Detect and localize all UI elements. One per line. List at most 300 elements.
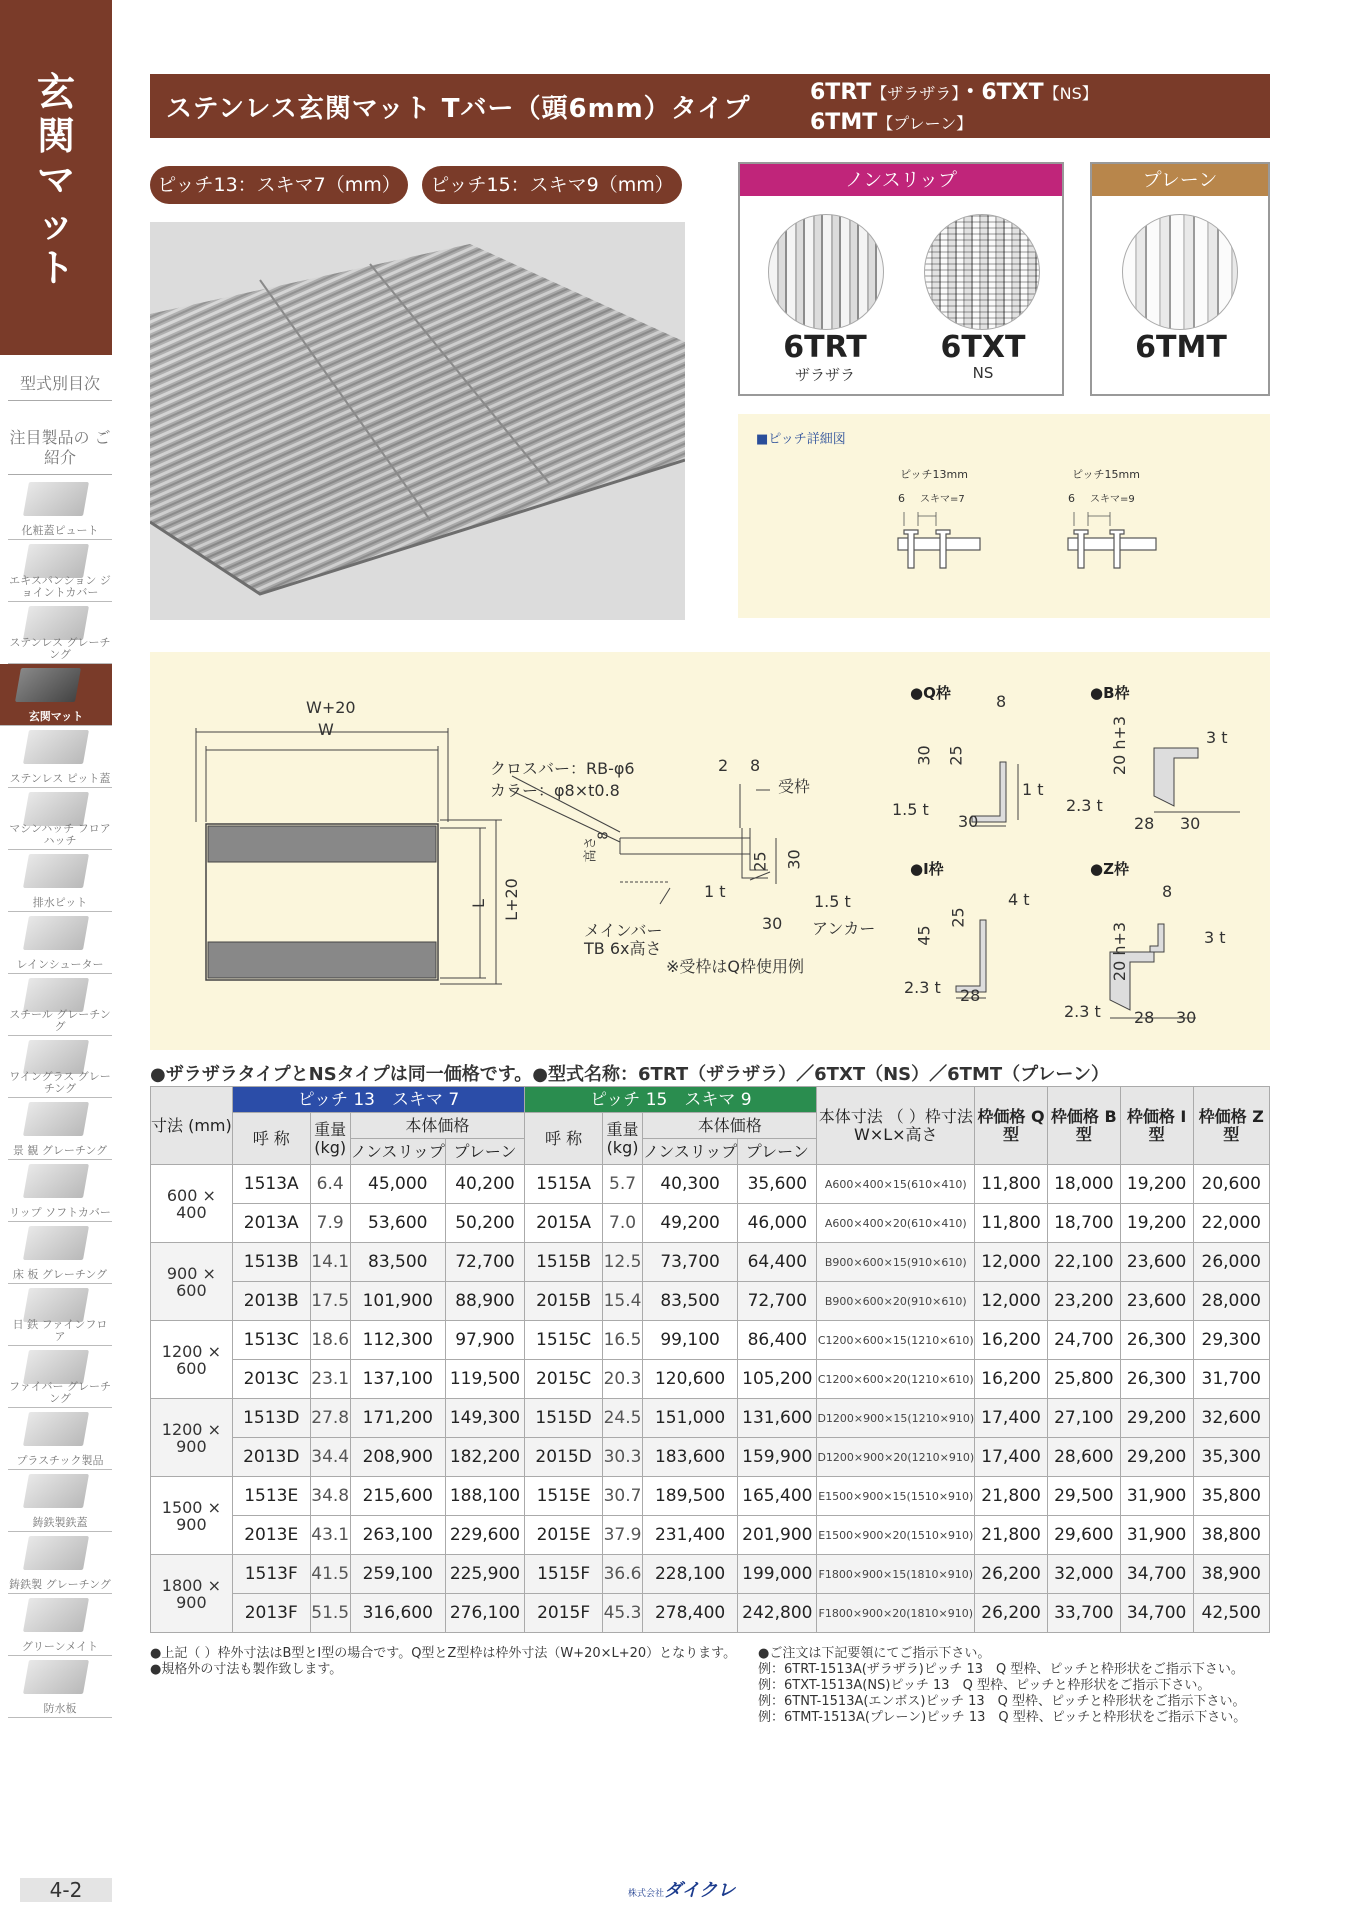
cell-name-13: 1513F xyxy=(232,1555,310,1594)
cell-frame-i: 19,200 xyxy=(1120,1165,1193,1204)
cell-frame-q: 26,200 xyxy=(975,1555,1048,1594)
title-band xyxy=(150,74,1270,138)
cell-nonslip-13: 259,100 xyxy=(350,1555,445,1594)
dim-h25: 25 xyxy=(750,851,770,872)
note-right-5: 例：6TMT-1513A(プレーン)ピッチ 13 Q 型枠、ピッチと枠形状をご指示下さい。 xyxy=(758,1710,1247,1725)
cell-name-15: 1515F xyxy=(525,1555,603,1594)
sidebar-item[interactable] xyxy=(8,788,112,850)
cell-frame-b: 18,700 xyxy=(1047,1204,1120,1243)
cell-nonslip-15: 120,600 xyxy=(642,1360,737,1399)
th-frame-z: 枠価格 Z型 xyxy=(1193,1087,1269,1165)
cell-weight-13: 41.5 xyxy=(310,1555,350,1594)
note-left-1: ●上記（ ）枠外寸法はB型とI型の場合です。Q型とZ型枠は枠外寸法（W+20×L+20）となります。 xyxy=(150,1646,737,1661)
cell-frame-q: 16,200 xyxy=(975,1321,1048,1360)
cell-body-dim: E1500×900×15(1510×910) xyxy=(817,1477,975,1516)
sidebar-link-featured[interactable]: 注目製品の ご紹介 xyxy=(8,428,112,475)
cell-nonslip-15: 183,600 xyxy=(642,1438,737,1477)
cell-name-13: 2013E xyxy=(232,1516,310,1555)
cell-nonslip-13: 45,000 xyxy=(350,1165,445,1204)
sidebar-item-thumbnail-icon xyxy=(23,978,89,1012)
sidebar-item-label: スチール グレーチング xyxy=(9,1008,111,1033)
cell-nonslip-13: 101,900 xyxy=(350,1282,445,1321)
cell-weight-15: 15.4 xyxy=(603,1282,643,1321)
pitch-detail-panel xyxy=(738,414,1270,618)
th-nonslip-13: ノンスリップ xyxy=(350,1139,445,1165)
i-dim-4t: 4 t xyxy=(1008,890,1030,909)
sidebar-item-thumbnail-icon xyxy=(23,482,89,516)
dim-h30: 30 xyxy=(784,849,804,870)
cell-body-dim: E1500×900×20(1510×910) xyxy=(817,1516,975,1555)
cell-nonslip-15: 278,400 xyxy=(642,1594,737,1633)
cell-nonslip-13: 112,300 xyxy=(350,1321,445,1360)
sidebar-item-label: リップ ソフトカバー xyxy=(9,1206,111,1219)
cell-frame-i: 34,700 xyxy=(1120,1555,1193,1594)
variant-code-6txt: 6TXT xyxy=(940,330,1026,365)
note-right-1: ●ご注文は下記要領にてご指示下さい。 xyxy=(758,1646,991,1661)
plain-header: プレーン xyxy=(1092,164,1268,196)
z-dim-23t: 2.3 t xyxy=(1064,1002,1101,1021)
cell-frame-q: 21,800 xyxy=(975,1516,1048,1555)
cell-plain-15: 131,600 xyxy=(738,1399,817,1438)
cell-weight-13: 34.8 xyxy=(310,1477,350,1516)
sidebar-item-label: 鋳鉄製 グレーチング xyxy=(9,1578,111,1591)
cell-name-15: 1515D xyxy=(525,1399,603,1438)
i-dim-45: 45 xyxy=(914,925,934,946)
cell-nonslip-13: 263,100 xyxy=(350,1516,445,1555)
q-dim-30: 30 xyxy=(914,745,934,766)
i-dim-28: 28 xyxy=(960,986,981,1005)
cell-plain-13: 149,300 xyxy=(445,1399,524,1438)
cell-frame-b: 24,700 xyxy=(1047,1321,1120,1360)
cell-name-13: 2013C xyxy=(232,1360,310,1399)
cell-name-15: 2015C xyxy=(525,1360,603,1399)
dim-8: 8 xyxy=(750,756,761,775)
dim-1t: 1 t xyxy=(704,882,726,901)
th-name-13: 呼 称 xyxy=(232,1113,310,1165)
cell-name-15: 2015B xyxy=(525,1282,603,1321)
cell-plain-15: 72,700 xyxy=(738,1282,817,1321)
sidebar-item[interactable] xyxy=(8,1284,112,1346)
th-frame-i: 枠価格 I型 xyxy=(1120,1087,1193,1165)
cell-nonslip-13: 215,600 xyxy=(350,1477,445,1516)
anchor-label: アンカー xyxy=(812,919,876,938)
table-row xyxy=(151,1438,1270,1477)
b-dim-h: 20 h+3 xyxy=(1110,715,1130,776)
cell-weight-15: 16.5 xyxy=(603,1321,643,1360)
th-weight-13: 重量 (kg) xyxy=(310,1113,350,1165)
table-row xyxy=(151,1204,1270,1243)
cell-weight-15: 30.7 xyxy=(603,1477,643,1516)
code-sep: ・ xyxy=(959,80,982,105)
pitch13-gap: スキマ=7 xyxy=(920,494,965,505)
cell-weight-15: 24.5 xyxy=(603,1399,643,1438)
cell-weight-15: 7.0 xyxy=(603,1204,643,1243)
q-dim-1t: 1 t xyxy=(1022,780,1044,799)
cell-frame-b: 23,200 xyxy=(1047,1282,1120,1321)
sidebar-item-thumbnail-icon xyxy=(23,1350,89,1384)
cell-name-15: 1515A xyxy=(525,1165,603,1204)
sidebar-item-label: エキスパンション ジョイントカバー xyxy=(9,574,111,599)
z-dim-8: 8 xyxy=(1162,882,1173,901)
table-row xyxy=(151,1165,1270,1204)
cell-weight-15: 20.3 xyxy=(603,1360,643,1399)
cell-nonslip-13: 53,600 xyxy=(350,1204,445,1243)
cell-plain-13: 88,900 xyxy=(445,1282,524,1321)
sidebar-item[interactable] xyxy=(8,478,112,540)
cell-plain-15: 165,400 xyxy=(738,1477,817,1516)
pitch-diagram xyxy=(738,414,1270,618)
cell-frame-z: 38,900 xyxy=(1193,1555,1269,1594)
cell-name-15: 1515B xyxy=(525,1243,603,1282)
cell-nonslip-15: 228,100 xyxy=(642,1555,737,1594)
th-pitch13: ピッチ 13 スキマ 7 xyxy=(232,1087,524,1113)
sidebar-item[interactable] xyxy=(8,1408,112,1470)
th-frame-q: 枠価格 Q型 xyxy=(975,1087,1048,1165)
sidebar-category-tab[interactable] xyxy=(0,0,112,355)
company-prefix: 株式会社 xyxy=(628,1889,665,1899)
cell-weight-15: 37.9 xyxy=(603,1516,643,1555)
sidebar-item[interactable] xyxy=(0,664,112,726)
q-dim-w30: 30 xyxy=(958,812,979,831)
code-6trt-note: 【ザラザラ】 xyxy=(871,84,960,103)
cell-name-13: 1513B xyxy=(232,1243,310,1282)
cell-weight-13: 43.1 xyxy=(310,1516,350,1555)
table-note: ●ザラザラタイプとNSタイプは同一価格です。●型式名称：6TRT（ザラザラ）／6TXT（NS）／6TMT（プレーン） xyxy=(150,1064,1110,1085)
cell-plain-15: 64,400 xyxy=(738,1243,817,1282)
mainbar-label: メインバー xyxy=(584,921,663,940)
cell-frame-q: 17,400 xyxy=(975,1438,1048,1477)
cell-plain-15: 86,400 xyxy=(738,1321,817,1360)
dim-w20: W+20 xyxy=(306,698,356,717)
cell-plain-15: 242,800 xyxy=(738,1594,817,1633)
cell-body-dim: C1200×600×15(1210×610) xyxy=(817,1321,975,1360)
variant-sub-6txt: NS xyxy=(972,364,994,382)
sidebar-item-thumbnail-icon xyxy=(23,1474,89,1508)
cell-frame-i: 19,200 xyxy=(1120,1204,1193,1243)
cell-frame-q: 26,200 xyxy=(975,1594,1048,1633)
cell-weight-13: 14.1 xyxy=(310,1243,350,1282)
cell-nonslip-13: 171,200 xyxy=(350,1399,445,1438)
cell-body-dim: B900×600×20(910×610) xyxy=(817,1282,975,1321)
variant-code-6tmt: 6TMT xyxy=(1135,330,1227,365)
cell-frame-z: 35,800 xyxy=(1193,1477,1269,1516)
note-left-2: ●規格外の寸法も製作致します。 xyxy=(150,1662,343,1677)
note-right-4: 例：6TNT-1513A(エンボス)ピッチ 13 Q 型枠、ピッチと枠形状をご指示下さい。 xyxy=(758,1694,1246,1709)
cell-name-13: 1513A xyxy=(232,1165,310,1204)
pitch-detail-title: ■ピッチ詳細図 xyxy=(756,432,846,447)
cell-nonslip-15: 189,500 xyxy=(642,1477,737,1516)
code-6tmt: 6TMT xyxy=(810,110,878,135)
cell-name-13: 2013A xyxy=(232,1204,310,1243)
sidebar-item-label: ステンレス ピット蓋 xyxy=(9,772,111,785)
dim-w30: 30 xyxy=(762,914,783,933)
cell-size: 1200 × 600 xyxy=(151,1321,233,1399)
sidebar-item-label: 化粧蓋ピュート xyxy=(21,524,99,537)
cell-frame-b: 33,700 xyxy=(1047,1594,1120,1633)
table-row xyxy=(151,1594,1270,1633)
cell-weight-13: 18.6 xyxy=(310,1321,350,1360)
cell-frame-i: 29,200 xyxy=(1120,1399,1193,1438)
company-name: ダイクレ xyxy=(664,1880,736,1901)
table-row xyxy=(151,1555,1270,1594)
sidebar-item-label: 景 観 グレーチング xyxy=(12,1144,108,1157)
cell-nonslip-13: 83,500 xyxy=(350,1243,445,1282)
cell-size: 600 × 400 xyxy=(151,1165,233,1243)
collar-label: カラー：φ8×t0.8 xyxy=(490,781,620,800)
sidebar-item[interactable] xyxy=(8,912,112,974)
pitch13-head: 6 xyxy=(898,492,905,505)
sidebar-item-label: 玄関マット xyxy=(28,710,84,723)
cell-nonslip-15: 231,400 xyxy=(642,1516,737,1555)
cell-size: 1500 × 900 xyxy=(151,1477,233,1555)
cell-size: 900 × 600 xyxy=(151,1243,233,1321)
cell-frame-q: 12,000 xyxy=(975,1282,1048,1321)
q-frame-title: ●Q枠 xyxy=(910,684,951,702)
cell-frame-i: 31,900 xyxy=(1120,1477,1193,1516)
cell-plain-15: 159,900 xyxy=(738,1438,817,1477)
cell-body-dim: D1200×900×15(1210×910) xyxy=(817,1399,975,1438)
dim-15t: 1.5 t xyxy=(814,892,851,911)
th-frame-b: 枠価格 B型 xyxy=(1047,1087,1120,1165)
cell-size: 1800 × 900 xyxy=(151,1555,233,1633)
code-6tmt-note: 【プレーン】 xyxy=(877,114,973,133)
dim-h8: 8 xyxy=(596,831,612,840)
sidebar-item-thumbnail-icon xyxy=(23,1660,89,1694)
q-dim-8: 8 xyxy=(996,692,1007,711)
dim-w: W xyxy=(318,720,334,739)
sidebar-item[interactable] xyxy=(8,974,112,1036)
company-logo xyxy=(628,1876,735,1902)
sidebar-item[interactable] xyxy=(8,1594,112,1656)
sidebar-item[interactable] xyxy=(8,1470,112,1532)
cell-weight-15: 30.3 xyxy=(603,1438,643,1477)
model-codes xyxy=(810,78,1098,138)
sidebar-item[interactable] xyxy=(8,1036,112,1098)
cell-plain-15: 35,600 xyxy=(738,1165,817,1204)
sidebar-item-label: ファイバー グレーチング xyxy=(8,1380,112,1405)
cell-plain-13: 188,100 xyxy=(445,1477,524,1516)
cell-nonslip-15: 83,500 xyxy=(642,1282,737,1321)
cell-frame-b: 32,000 xyxy=(1047,1555,1120,1594)
th-weight-15: 重量 (kg) xyxy=(603,1113,643,1165)
cell-weight-13: 17.5 xyxy=(310,1282,350,1321)
sidebar-item-thumbnail-icon xyxy=(23,1412,89,1446)
sidebar-item[interactable] xyxy=(8,850,112,912)
cell-frame-i: 34,700 xyxy=(1120,1594,1193,1633)
th-size: 寸法 (mm) xyxy=(151,1087,233,1165)
cell-name-15: 2015F xyxy=(525,1594,603,1633)
q-dim-25: 25 xyxy=(946,745,966,766)
sidebar-item-thumbnail-icon xyxy=(15,668,81,702)
i-dim-23t: 2.3 t xyxy=(904,978,941,997)
cell-nonslip-15: 40,300 xyxy=(642,1165,737,1204)
pitch15-head: 6 xyxy=(1068,492,1075,505)
sidebar-item-label: ステンレス グレーチング xyxy=(9,636,111,661)
height-label: 高さ xyxy=(583,836,599,863)
cell-name-15: 2015A xyxy=(525,1204,603,1243)
sidebar-item-thumbnail-icon xyxy=(23,1102,89,1136)
dim-l20: L+20 xyxy=(501,878,521,921)
cell-weight-13: 34.4 xyxy=(310,1438,350,1477)
th-pitch15: ピッチ 15 スキマ 9 xyxy=(525,1087,817,1113)
sidebar-link-index[interactable]: 型式別目次 xyxy=(8,374,112,401)
b-dim-28: 28 xyxy=(1134,814,1155,833)
sidebar-item-thumbnail-icon xyxy=(23,544,89,578)
table-row xyxy=(151,1360,1270,1399)
sidebar-item-label: 防水板 xyxy=(43,1702,77,1715)
sidebar-category-label: 玄関マット xyxy=(36,70,75,290)
6tmt-closeup-icon xyxy=(1122,214,1238,330)
cell-weight-15: 45.3 xyxy=(603,1594,643,1633)
sidebar-item[interactable] xyxy=(8,1222,112,1284)
cell-weight-13: 6.4 xyxy=(310,1165,350,1204)
cell-name-13: 2013F xyxy=(232,1594,310,1633)
cell-plain-13: 97,900 xyxy=(445,1321,524,1360)
sidebar-item[interactable] xyxy=(8,1532,112,1594)
sidebar-item-label: グリーンメイト xyxy=(21,1640,99,1653)
cell-frame-b: 25,800 xyxy=(1047,1360,1120,1399)
sidebar-item[interactable] xyxy=(8,1346,112,1408)
pitch15-pill: ピッチ15：スキマ9（mm） xyxy=(422,166,682,204)
b-dim-23t: 2.3 t xyxy=(1066,796,1103,815)
cell-frame-z: 31,700 xyxy=(1193,1360,1269,1399)
b-dim-30: 30 xyxy=(1180,814,1201,833)
cell-plain-13: 276,100 xyxy=(445,1594,524,1633)
cell-frame-i: 23,600 xyxy=(1120,1282,1193,1321)
frame-note: ※受枠はQ枠使用例 xyxy=(666,957,805,976)
mat-illustration xyxy=(150,222,685,620)
th-body-dim: 本体寸法 （ ）枠寸法 W×L×高さ xyxy=(817,1087,975,1165)
pitch15-label: ピッチ15mm xyxy=(1072,468,1140,481)
sidebar-item[interactable] xyxy=(8,540,112,602)
cell-plain-15: 105,200 xyxy=(738,1360,817,1399)
sidebar-item-thumbnail-icon xyxy=(23,606,89,640)
cell-plain-15: 199,000 xyxy=(738,1555,817,1594)
cell-frame-z: 32,600 xyxy=(1193,1399,1269,1438)
cell-frame-z: 28,000 xyxy=(1193,1282,1269,1321)
table-row xyxy=(151,1282,1270,1321)
cell-name-13: 1513D xyxy=(232,1399,310,1438)
dim-2: 2 xyxy=(718,756,729,775)
sidebar-item-label: レインシューター xyxy=(16,958,104,971)
sidebar-item[interactable] xyxy=(8,1656,112,1718)
pitch13-pill: ピッチ13：スキマ7（mm） xyxy=(150,166,408,204)
q-dim-15t: 1.5 t xyxy=(892,800,929,819)
cell-nonslip-13: 208,900 xyxy=(350,1438,445,1477)
cell-name-15: 2015E xyxy=(525,1516,603,1555)
cell-frame-b: 29,500 xyxy=(1047,1477,1120,1516)
sidebar-item-label: プラスチック製品 xyxy=(16,1454,104,1467)
sidebar-item-thumbnail-icon xyxy=(23,1536,89,1570)
variant-sub-6trt: ザラザラ xyxy=(794,366,855,384)
cell-frame-z: 26,000 xyxy=(1193,1243,1269,1282)
cell-name-15: 2015D xyxy=(525,1438,603,1477)
th-plain-15: プレーン xyxy=(738,1139,817,1165)
cell-frame-i: 26,300 xyxy=(1120,1360,1193,1399)
cell-frame-b: 22,100 xyxy=(1047,1243,1120,1282)
cell-weight-15: 12.5 xyxy=(603,1243,643,1282)
cell-plain-13: 72,700 xyxy=(445,1243,524,1282)
cell-name-13: 2013D xyxy=(232,1438,310,1477)
z-dim-3t: 3 t xyxy=(1204,928,1226,947)
cell-frame-i: 31,900 xyxy=(1120,1516,1193,1555)
sidebar-item-thumbnail-icon xyxy=(23,1288,89,1322)
sidebar-item[interactable] xyxy=(8,726,112,788)
dim-l: L xyxy=(468,899,488,908)
b-frame-title: ●B枠 xyxy=(1090,684,1130,702)
cell-name-13: 1513C xyxy=(232,1321,310,1360)
cell-body-dim: C1200×600×20(1210×610) xyxy=(817,1360,975,1399)
nonslip-variants-box xyxy=(738,162,1064,396)
th-plain-13: プレーン xyxy=(445,1139,524,1165)
cell-nonslip-15: 151,000 xyxy=(642,1399,737,1438)
cell-nonslip-13: 316,600 xyxy=(350,1594,445,1633)
mainbar-spec: TB 6x高さ xyxy=(584,939,662,958)
cell-frame-q: 16,200 xyxy=(975,1360,1048,1399)
cell-frame-q: 12,000 xyxy=(975,1243,1048,1282)
th-nonslip-15: ノンスリップ xyxy=(642,1139,737,1165)
cell-body-dim: A600×400×20(610×410) xyxy=(817,1204,975,1243)
cell-frame-z: 22,000 xyxy=(1193,1204,1269,1243)
sidebar-item-label: ワイングラス グレーチング xyxy=(9,1070,111,1095)
table-row xyxy=(151,1321,1270,1360)
sidebar-item-thumbnail-icon xyxy=(23,730,89,764)
z-frame-title: ●Z枠 xyxy=(1090,860,1129,878)
cell-plain-13: 119,500 xyxy=(445,1360,524,1399)
sidebar-item[interactable] xyxy=(8,1098,112,1160)
pitch15-gap: スキマ=9 xyxy=(1090,494,1135,505)
cell-nonslip-15: 49,200 xyxy=(642,1204,737,1243)
cell-weight-13: 23.1 xyxy=(310,1360,350,1399)
variant-code-6trt: 6TRT xyxy=(783,330,867,365)
cell-nonslip-15: 99,100 xyxy=(642,1321,737,1360)
cell-frame-q: 11,800 xyxy=(975,1165,1048,1204)
cell-plain-13: 182,200 xyxy=(445,1438,524,1477)
cell-plain-13: 225,900 xyxy=(445,1555,524,1594)
cell-weight-13: 7.9 xyxy=(310,1204,350,1243)
sidebar-item[interactable] xyxy=(8,1160,112,1222)
crossbar-label: クロスバー：RB-φ6 xyxy=(490,759,635,778)
cell-frame-z: 38,800 xyxy=(1193,1516,1269,1555)
i-frame-title: ●I枠 xyxy=(910,860,944,878)
cell-frame-z: 29,300 xyxy=(1193,1321,1269,1360)
cell-size: 1200 × 900 xyxy=(151,1399,233,1477)
cell-nonslip-15: 73,700 xyxy=(642,1243,737,1282)
cell-name-13: 1513E xyxy=(232,1477,310,1516)
cell-body-dim: B900×600×15(910×610) xyxy=(817,1243,975,1282)
cell-body-dim: F1800×900×20(1810×910) xyxy=(817,1594,975,1633)
sidebar-item-label: 日 鉄 ファインフロア xyxy=(12,1318,108,1343)
sidebar-item[interactable] xyxy=(8,602,112,664)
cell-name-15: 1515E xyxy=(525,1477,603,1516)
sidebar-item-thumbnail-icon xyxy=(23,1040,89,1074)
nonslip-header: ノンスリップ xyxy=(740,164,1062,196)
page-title: ステンレス玄関マット Tバー（頭6mm）タイプ xyxy=(166,94,751,124)
cell-weight-13: 27.8 xyxy=(310,1399,350,1438)
th-name-15: 呼 称 xyxy=(525,1113,603,1165)
page-number: 4-2 xyxy=(20,1878,112,1902)
cell-frame-i: 26,300 xyxy=(1120,1321,1193,1360)
code-6txt-note: 【NS】 xyxy=(1043,84,1098,103)
cell-weight-15: 5.7 xyxy=(603,1165,643,1204)
cell-frame-i: 23,600 xyxy=(1120,1243,1193,1282)
sidebar-item-thumbnail-icon xyxy=(23,1164,89,1198)
cell-frame-b: 27,100 xyxy=(1047,1399,1120,1438)
cell-weight-15: 36.6 xyxy=(603,1555,643,1594)
sidebar-item-label: 鋳鉄製鉄蓋 xyxy=(32,1516,88,1529)
6txt-closeup-icon xyxy=(924,214,1040,330)
note-right-2: 例：6TRT-1513A(ザラザラ)ピッチ 13 Q 型枠、ピッチと枠形状をご指示下さい。 xyxy=(758,1662,1244,1677)
